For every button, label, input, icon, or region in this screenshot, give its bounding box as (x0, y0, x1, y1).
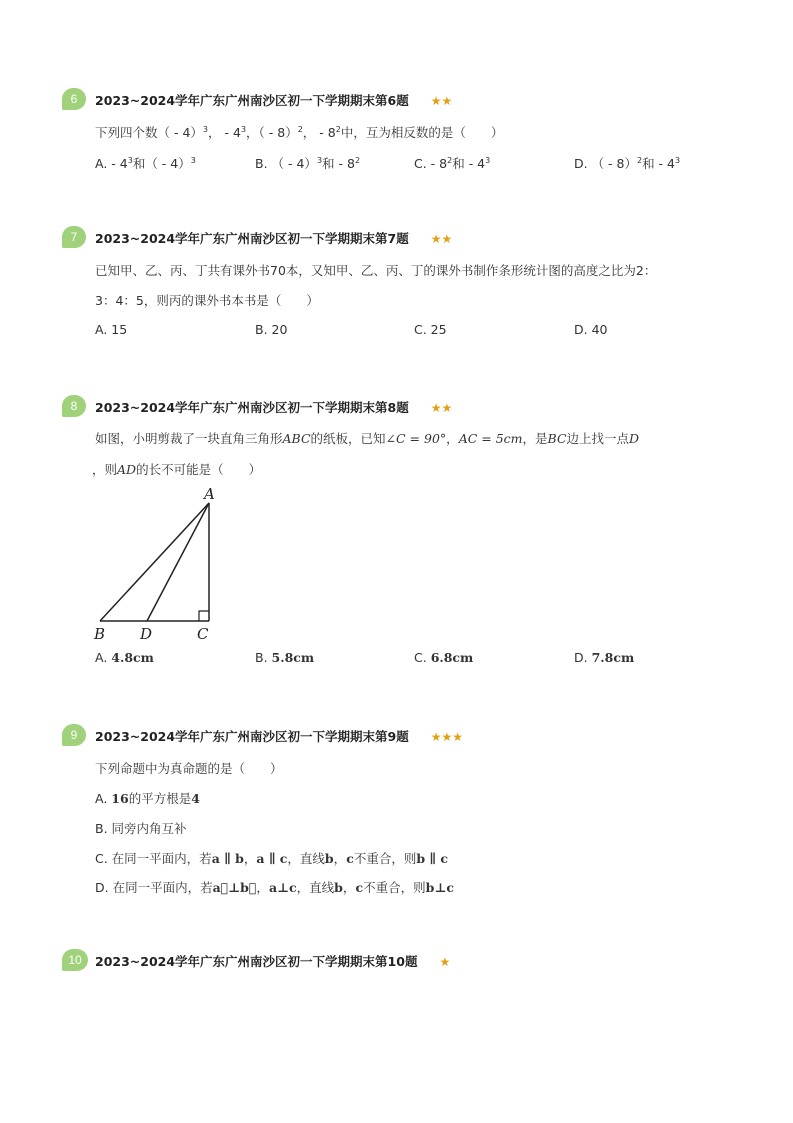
question-source: 2023~2024学年广东广州南沙区初一下学期期末第7题 (95, 231, 409, 246)
option-b[interactable]: B. 5.8cm (255, 650, 315, 665)
question-source: 2023~2024学年广东广州南沙区初一下学期期末第10题 (95, 954, 418, 969)
vertex-label-b: B (94, 625, 106, 643)
option-a[interactable]: A. 15 (95, 322, 128, 337)
difficulty-stars: ★★ (430, 94, 453, 108)
option-a[interactable]: A. 4.8cm (95, 650, 154, 665)
question-title (95, 229, 452, 247)
question-title (95, 727, 463, 745)
question-stem: 下列命题中为真命题的是（ ） (95, 761, 283, 776)
option-a[interactable]: A. 16的平方根是4 (95, 791, 200, 806)
difficulty-stars: ★★ (430, 401, 453, 415)
question-stem: 下列四个数（ - 4）$^3$， - $4^3$，（ - 8）$^2$， - $8^2$中，互为相反数的是（ ） (95, 124, 504, 140)
question-stem-line-1: 如图，小明剪裁了一块直角三角形ABC的纸板，已知∠C = 90°，AC = 5cm，是BC边上找一点D (95, 431, 640, 446)
option-a[interactable]: A. - $4^3$和（ - 4）$^3$ (95, 155, 196, 171)
question-number-badge: 9 (62, 724, 86, 746)
question-source: 2023~2024学年广东广州南沙区初一下学期期末第9题 (95, 729, 409, 744)
question-number-badge: 7 (62, 226, 86, 248)
question-title (95, 398, 452, 416)
question-title (95, 91, 452, 109)
option-b[interactable]: B. （ - 4）$^3$和 - $8^2$ (255, 155, 361, 171)
option-d[interactable]: D. （ - 8）$^2$和 - $4^3$ (574, 155, 681, 171)
option-c[interactable]: C. - $8^2$和 - $4^3$ (414, 155, 491, 171)
option-b[interactable]: B. 同旁内角互补 (95, 821, 187, 836)
vertex-label-a: A (204, 485, 215, 503)
question-source: 2023~2024学年广东广州南沙区初一下学期期末第6题 (95, 93, 409, 108)
difficulty-stars: ★ (439, 955, 451, 969)
triangle-figure (88, 483, 248, 643)
difficulty-stars: ★★ (430, 232, 453, 246)
question-source: 2023~2024学年广东广州南沙区初一下学期期末第8题 (95, 400, 409, 415)
question-number-badge: 10 (62, 949, 88, 971)
vertex-label-c: C (197, 625, 209, 643)
option-d[interactable]: D. 在同一平面内，若a⃗⊥b⃗，a⊥c，直线b，c不重合，则b⊥c (95, 880, 454, 895)
vertex-label-d: D (140, 625, 153, 643)
option-b[interactable]: B. 20 (255, 322, 288, 337)
question-number-badge: 8 (62, 395, 86, 417)
option-c[interactable]: C. 6.8cm (414, 650, 474, 665)
question-stem-line-1: 已知甲、乙、丙、丁共有课外书70本，又知甲、乙、丙、丁的课外书制作条形统计图的高度之比为2： (95, 263, 657, 278)
question-stem-line-2: ，则AD的长不可能是（ ） (92, 462, 262, 477)
option-d[interactable]: D. 40 (574, 322, 608, 337)
question-title (95, 952, 450, 970)
option-c[interactable]: C. 25 (414, 322, 447, 337)
question-stem-line-2: 3：4：5，则丙的课外书本书是（ ） (95, 293, 319, 308)
question-number-badge: 6 (62, 88, 86, 110)
difficulty-stars: ★★★ (430, 730, 464, 744)
option-c[interactable]: C. 在同一平面内，若a ∥ b，a ∥ c，直线b，c不重合，则b ∥ c (95, 851, 448, 866)
option-d[interactable]: D. 7.8cm (574, 650, 635, 665)
